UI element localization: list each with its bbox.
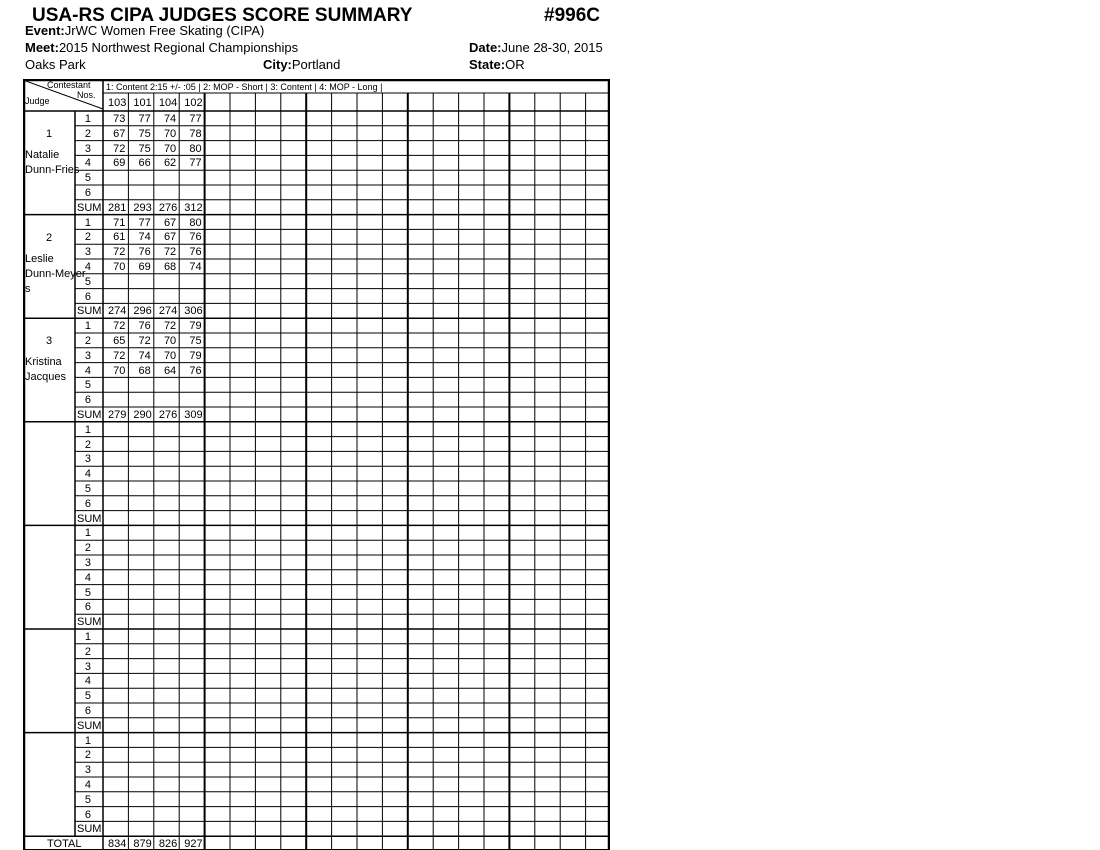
score-cell: 70 — [163, 349, 177, 362]
score-cell: 70 — [163, 127, 177, 140]
row-label: 2 — [84, 645, 91, 658]
sum-cell: 279 — [108, 409, 127, 421]
row-label: 3 — [84, 557, 91, 569]
row-label: 5 — [84, 275, 91, 288]
row-label: 6 — [84, 290, 91, 303]
total-label: TOTAL — [47, 838, 82, 850]
score-cell: 68 — [163, 261, 177, 273]
venue: Oaks Park — [25, 57, 86, 72]
score-cell: 80 — [189, 216, 202, 229]
date-value: June 28-30, 2015 — [501, 40, 603, 55]
judge-number: 2 — [45, 231, 53, 244]
judge-label: Judge — [25, 96, 50, 106]
row-label: 5 — [84, 586, 91, 599]
row-label: 1 — [84, 423, 91, 436]
row-label: 4 — [84, 779, 91, 791]
sum-cell: 274 — [158, 305, 178, 318]
event-line — [25, 24, 264, 38]
row-label: 1 — [84, 320, 91, 333]
row-label: 3 — [84, 142, 91, 155]
score-cell: 69 — [138, 261, 151, 273]
row-label: 3 — [84, 453, 91, 466]
row-label: 3 — [84, 246, 91, 259]
judge-name: Natalie — [25, 149, 60, 161]
contestant-number: 103 — [108, 97, 127, 109]
score-cell: 69 — [113, 157, 126, 170]
score-cell: 74 — [163, 113, 177, 125]
score-cell: 77 — [189, 157, 202, 170]
sum-label: SUM — [77, 823, 102, 836]
score-cell: 74 — [138, 349, 151, 362]
total-cell: 927 — [184, 838, 203, 850]
form-title: USA-RS CIPA JUDGES SCORE SUMMARY — [32, 5, 413, 26]
row-label: 4 — [84, 157, 91, 170]
sum-label: SUM — [77, 616, 102, 629]
score-cell: 76 — [189, 231, 202, 244]
score-cell: 70 — [163, 335, 177, 347]
score-cell: 66 — [138, 157, 151, 170]
score-cell: 65 — [113, 335, 126, 347]
score-cell: 67 — [163, 231, 177, 244]
score-cell: 76 — [189, 246, 202, 259]
score-cell: 75 — [189, 335, 202, 347]
row-label: 2 — [84, 335, 91, 347]
contestant-number: 104 — [158, 97, 178, 109]
judge-name: Jacques — [25, 371, 66, 384]
form-number: #996C — [544, 5, 600, 26]
grid-lines — [23, 79, 610, 850]
score-cell: 76 — [189, 364, 202, 377]
sum-cell: 290 — [133, 409, 152, 421]
meet-line — [25, 41, 298, 55]
row-label: 1 — [84, 527, 91, 540]
row-label: 1 — [84, 216, 91, 229]
row-label: 1 — [84, 734, 91, 747]
row-label: 2 — [84, 438, 91, 451]
sum-cell: 281 — [108, 201, 127, 214]
row-label: 6 — [84, 394, 91, 407]
score-cell: 76 — [138, 246, 151, 259]
row-label: 6 — [84, 187, 91, 199]
sum-cell: 274 — [108, 305, 127, 318]
sum-cell: 293 — [133, 201, 152, 214]
sum-label: SUM — [77, 409, 102, 421]
event-value: JrWC Women Free Skating (CIPA) — [64, 23, 265, 38]
score-cell: 80 — [189, 142, 202, 155]
meet-value: 2015 Northwest Regional Championships — [58, 40, 299, 55]
score-cell: 67 — [113, 127, 126, 140]
sum-cell: 296 — [133, 305, 152, 318]
score-cell: 77 — [138, 216, 151, 229]
row-label: 6 — [84, 808, 91, 821]
score-cell: 78 — [189, 127, 202, 140]
score-cell: 72 — [113, 349, 126, 362]
total-cell: 834 — [108, 838, 127, 850]
event-label: Event: — [25, 23, 65, 38]
score-cell: 77 — [138, 113, 151, 125]
score-sheet-grid — [23, 79, 610, 850]
sum-cell: 306 — [184, 305, 203, 318]
score-cell: 77 — [189, 113, 202, 125]
sum-label: SUM — [77, 201, 102, 214]
row-label: 5 — [84, 690, 91, 703]
total-cell: 826 — [158, 838, 178, 850]
row-label: 6 — [84, 601, 91, 614]
judge-name: Dunn-Meyer — [25, 267, 86, 280]
score-cell: 64 — [163, 364, 177, 377]
row-label: 5 — [84, 172, 91, 185]
state-label: State: — [469, 57, 506, 72]
date-label: Date: — [469, 40, 502, 55]
score-cell: 79 — [189, 349, 202, 362]
row-label: 3 — [84, 660, 91, 673]
score-cell: 74 — [138, 231, 151, 244]
sum-label: SUM — [77, 512, 102, 525]
row-label: 4 — [84, 571, 91, 584]
score-cell: 74 — [189, 261, 202, 273]
score-cell: 72 — [163, 246, 177, 259]
row-label: 3 — [84, 764, 91, 777]
score-cell: 70 — [113, 364, 126, 377]
total-cell: 879 — [133, 838, 152, 850]
score-cell: 76 — [138, 320, 151, 333]
sum-cell: 276 — [158, 201, 178, 214]
sum-label: SUM — [77, 305, 102, 318]
score-cell: 62 — [163, 157, 177, 170]
judge-name: Leslie — [25, 252, 54, 265]
row-label: 2 — [84, 749, 91, 762]
sum-label: SUM — [77, 719, 102, 732]
row-label: 4 — [84, 468, 91, 481]
sum-cell: 276 — [158, 409, 178, 421]
row-label: 6 — [84, 497, 91, 510]
city-value: Portland — [291, 57, 341, 72]
judge-name: Dunn-Fries — [25, 164, 80, 176]
score-cell: 72 — [113, 320, 126, 333]
row-label: 2 — [84, 542, 91, 555]
scoring-legend: 1: Content 2:15 +/- :05 | 2: MOP - Short | 3: Content | 4: MOP - Long | — [106, 82, 383, 92]
judge-number: 1 — [45, 128, 53, 140]
sum-cell: 309 — [184, 409, 203, 421]
state-value: OR — [505, 57, 525, 72]
score-cell: 67 — [163, 216, 177, 229]
score-cell: 72 — [163, 320, 177, 333]
score-cell: 75 — [138, 142, 151, 155]
judge-name: s — [25, 282, 31, 295]
contestant-number: 101 — [133, 97, 152, 109]
row-label: 3 — [84, 349, 91, 362]
row-label: 4 — [84, 675, 91, 688]
score-cell: 70 — [163, 142, 177, 155]
row-label: 1 — [84, 631, 91, 643]
score-cell: 71 — [113, 216, 126, 229]
score-cell: 72 — [138, 335, 151, 347]
row-label: 5 — [84, 793, 91, 806]
judge-number: 3 — [45, 335, 53, 348]
score-cell: 68 — [138, 364, 151, 377]
nos-label: Nos. — [77, 90, 96, 100]
score-cell: 72 — [113, 142, 126, 155]
row-label: 4 — [84, 364, 91, 377]
contestant-label: Contestant — [47, 80, 91, 90]
contestant-number: 102 — [184, 97, 203, 109]
state-line — [469, 58, 525, 72]
score-cell: 72 — [113, 246, 126, 259]
score-cell: 73 — [113, 113, 126, 125]
row-label: 5 — [84, 379, 91, 392]
row-label: 5 — [84, 483, 91, 495]
judge-name: Kristina — [25, 356, 62, 369]
score-cell: 75 — [138, 127, 151, 140]
row-label: 4 — [84, 261, 91, 273]
row-label: 2 — [84, 127, 91, 140]
date-line — [469, 41, 603, 55]
score-cell: 70 — [113, 261, 126, 273]
row-label: 6 — [84, 705, 91, 717]
row-label: 2 — [84, 231, 91, 244]
score-cell: 79 — [189, 320, 202, 333]
city-line — [263, 58, 340, 72]
meet-label: Meet: — [25, 40, 59, 55]
score-cell: 61 — [113, 231, 126, 244]
row-label: 1 — [84, 113, 91, 125]
sum-cell: 312 — [184, 201, 203, 214]
city-label: City: — [263, 57, 292, 72]
